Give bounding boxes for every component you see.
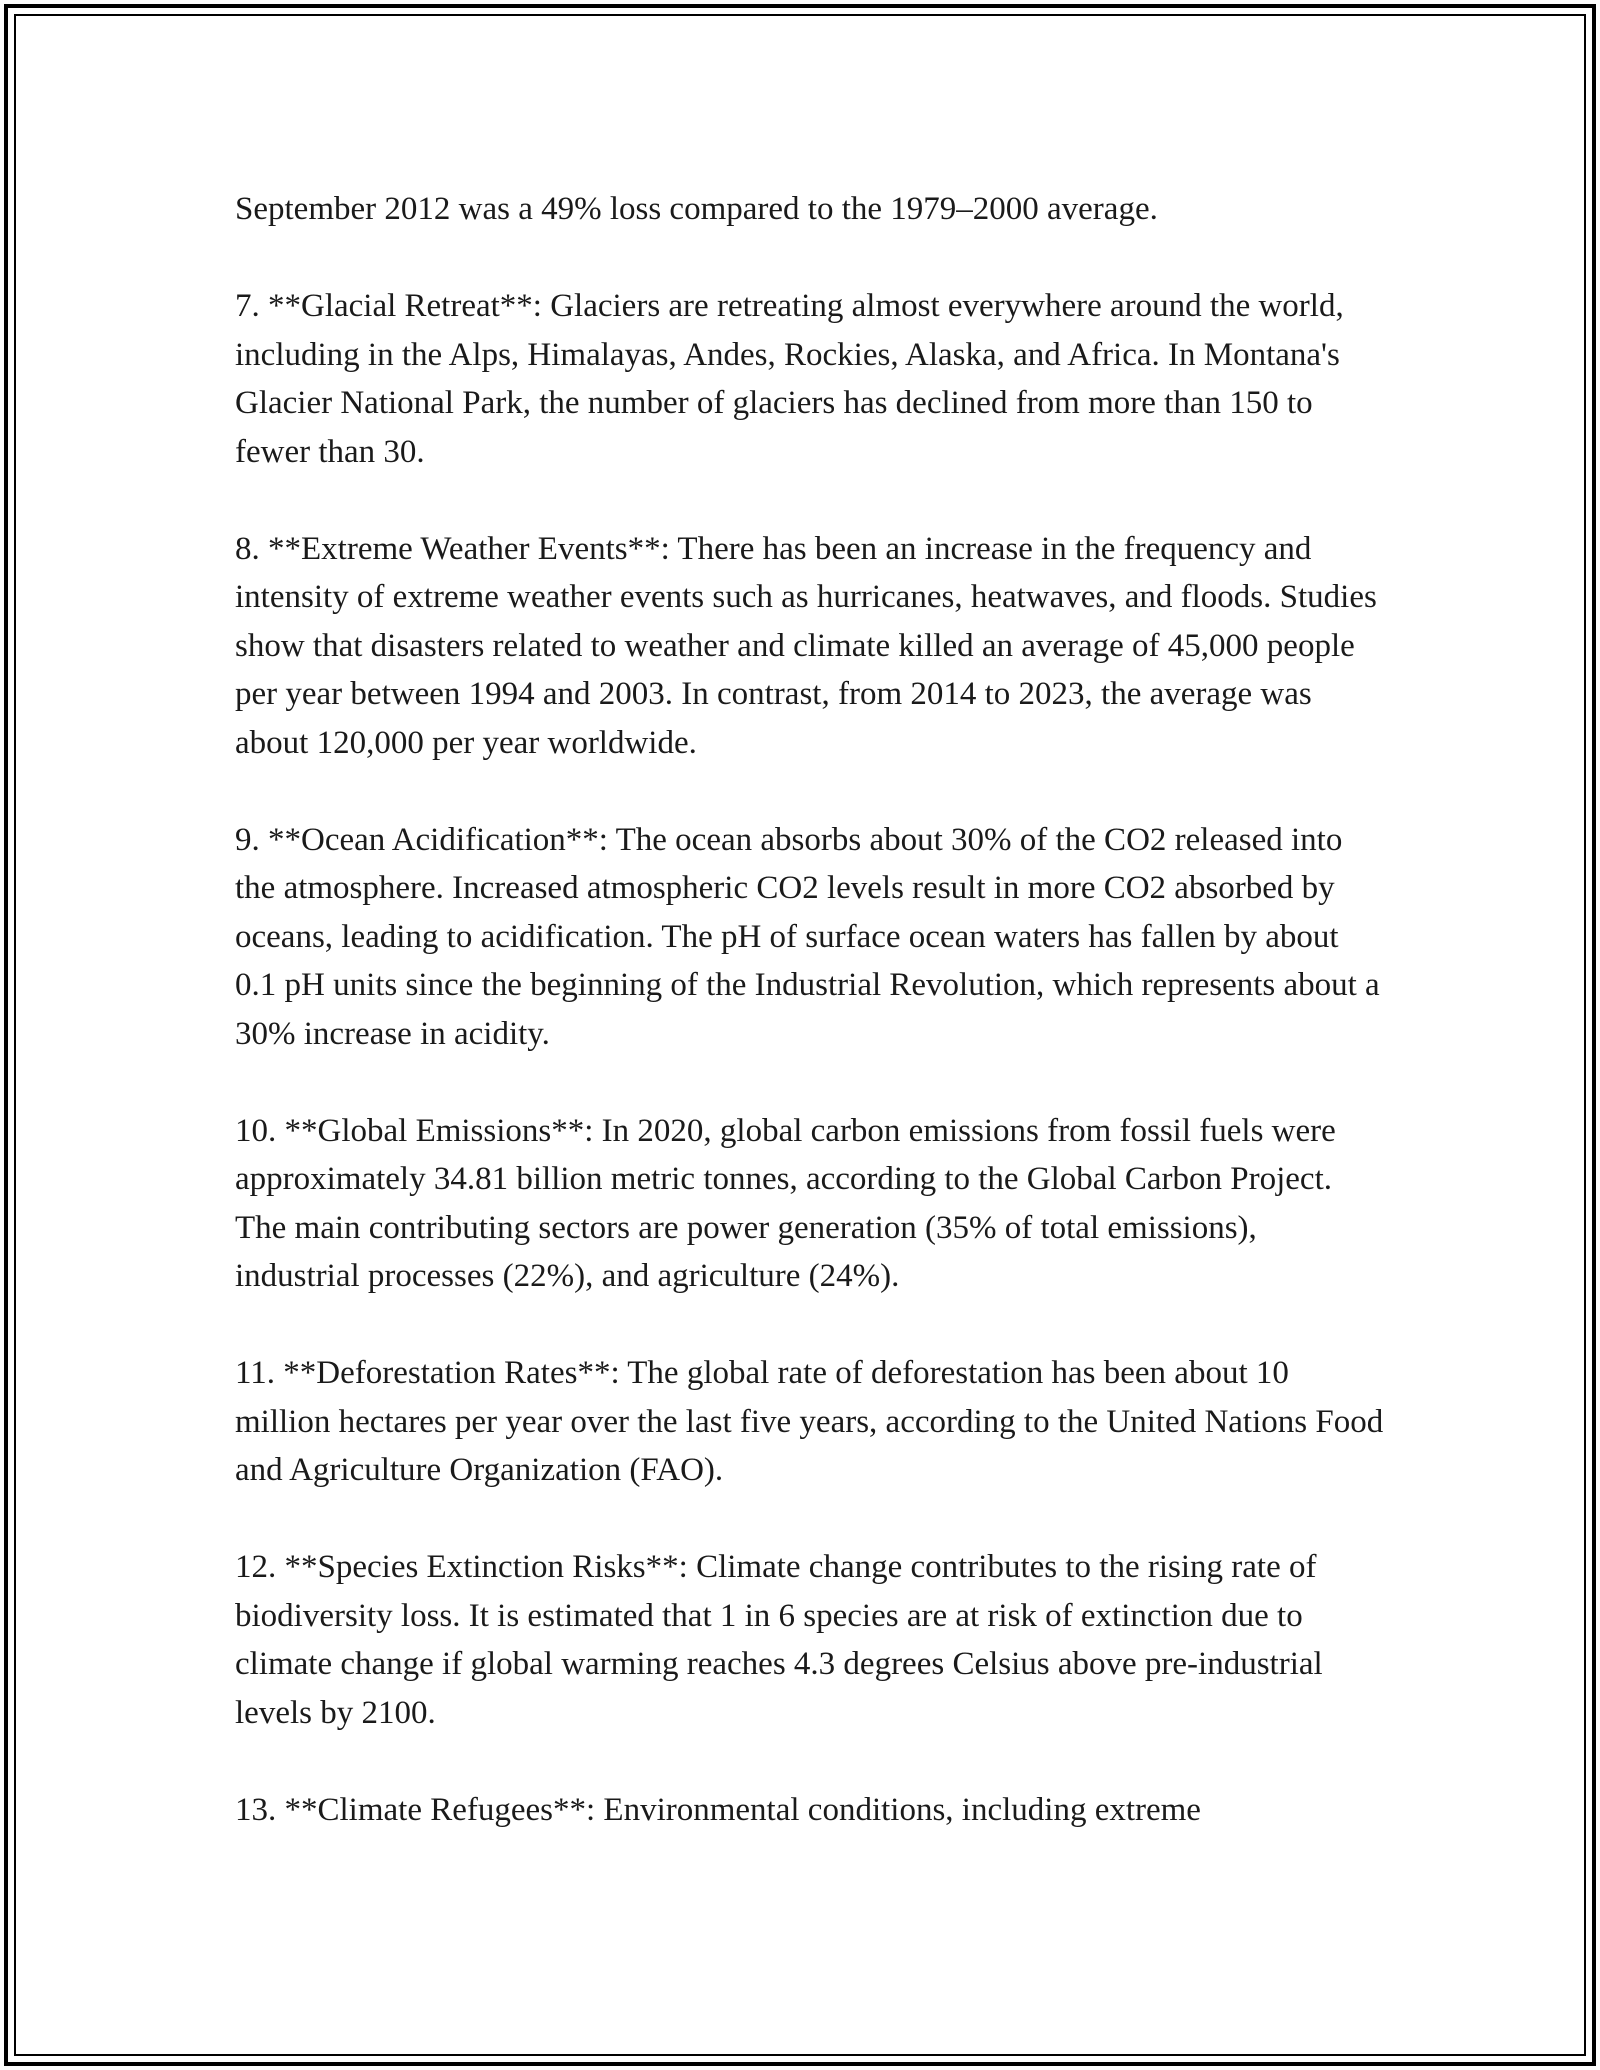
paragraph-continuation: September 2012 was a 49% loss compared to the 1979–2000 average. <box>235 191 1158 227</box>
document-body <box>235 185 1385 1834</box>
paragraph-extreme-weather: 8. **Extreme Weather Events**: There has been an increase in the frequency and intensity of extreme weather events such as hurricanes, heatwaves, and floods. Studies show that disasters related to weather and climate killed an average of 45,000 people per year between 1994 and 2003. In contrast, from 2014 to 2023, the average was about 120,000 per year worldwide. <box>235 530 1377 761</box>
paragraph-deforestation-rates: 11. **Deforestation Rates**: The global rate of deforestation has been about 10 million hectares per year over the last five years, according to the United Nations Food and Agriculture Organization (FAO). <box>235 1355 1384 1488</box>
paragraph-global-emissions: 10. **Global Emissions**: In 2020, global carbon emissions from fossil fuels were approximately 34.81 billion metric tonnes, according to the Global Carbon Project. The main contributing sectors are power generation (35% of total emissions), industrial processes (22%), and agriculture (24%). <box>235 1112 1336 1294</box>
paragraph-species-extinction: 12. **Species Extinction Risks**: Climate change contributes to the rising rate of biodiversity loss. It is estimated that 1 in 6 species are at risk of extinction due to climate change if global warming reaches 4.3 degrees Celsius above pre-industrial levels by 2100. <box>235 1549 1323 1731</box>
paragraph-climate-refugees: 13. **Climate Refugees**: Environmental conditions, including extreme <box>235 1791 1201 1828</box>
paragraph-ocean-acidification: 9. **Ocean Acidification**: The ocean absorbs about 30% of the CO2 released into the atmosphere. Increased atmospheric CO2 levels result in more CO2 absorbed by oceans, leading to acidification. The pH of surface ocean waters has fallen by about 0.1 pH units since the beginning of the Industrial Revolution, which represents about a 30% increase in acidity. <box>235 821 1380 1052</box>
paragraph-glacial-retreat: 7. **Glacial Retreat**: Glaciers are retreating almost everywhere around the world, including in the Alps, Himalayas, Andes, Rockies, Alaska, and Africa. In Montana's Glacier National Park, the number of glaciers has declined from more than 150 to fewer than 30. <box>235 288 1344 470</box>
